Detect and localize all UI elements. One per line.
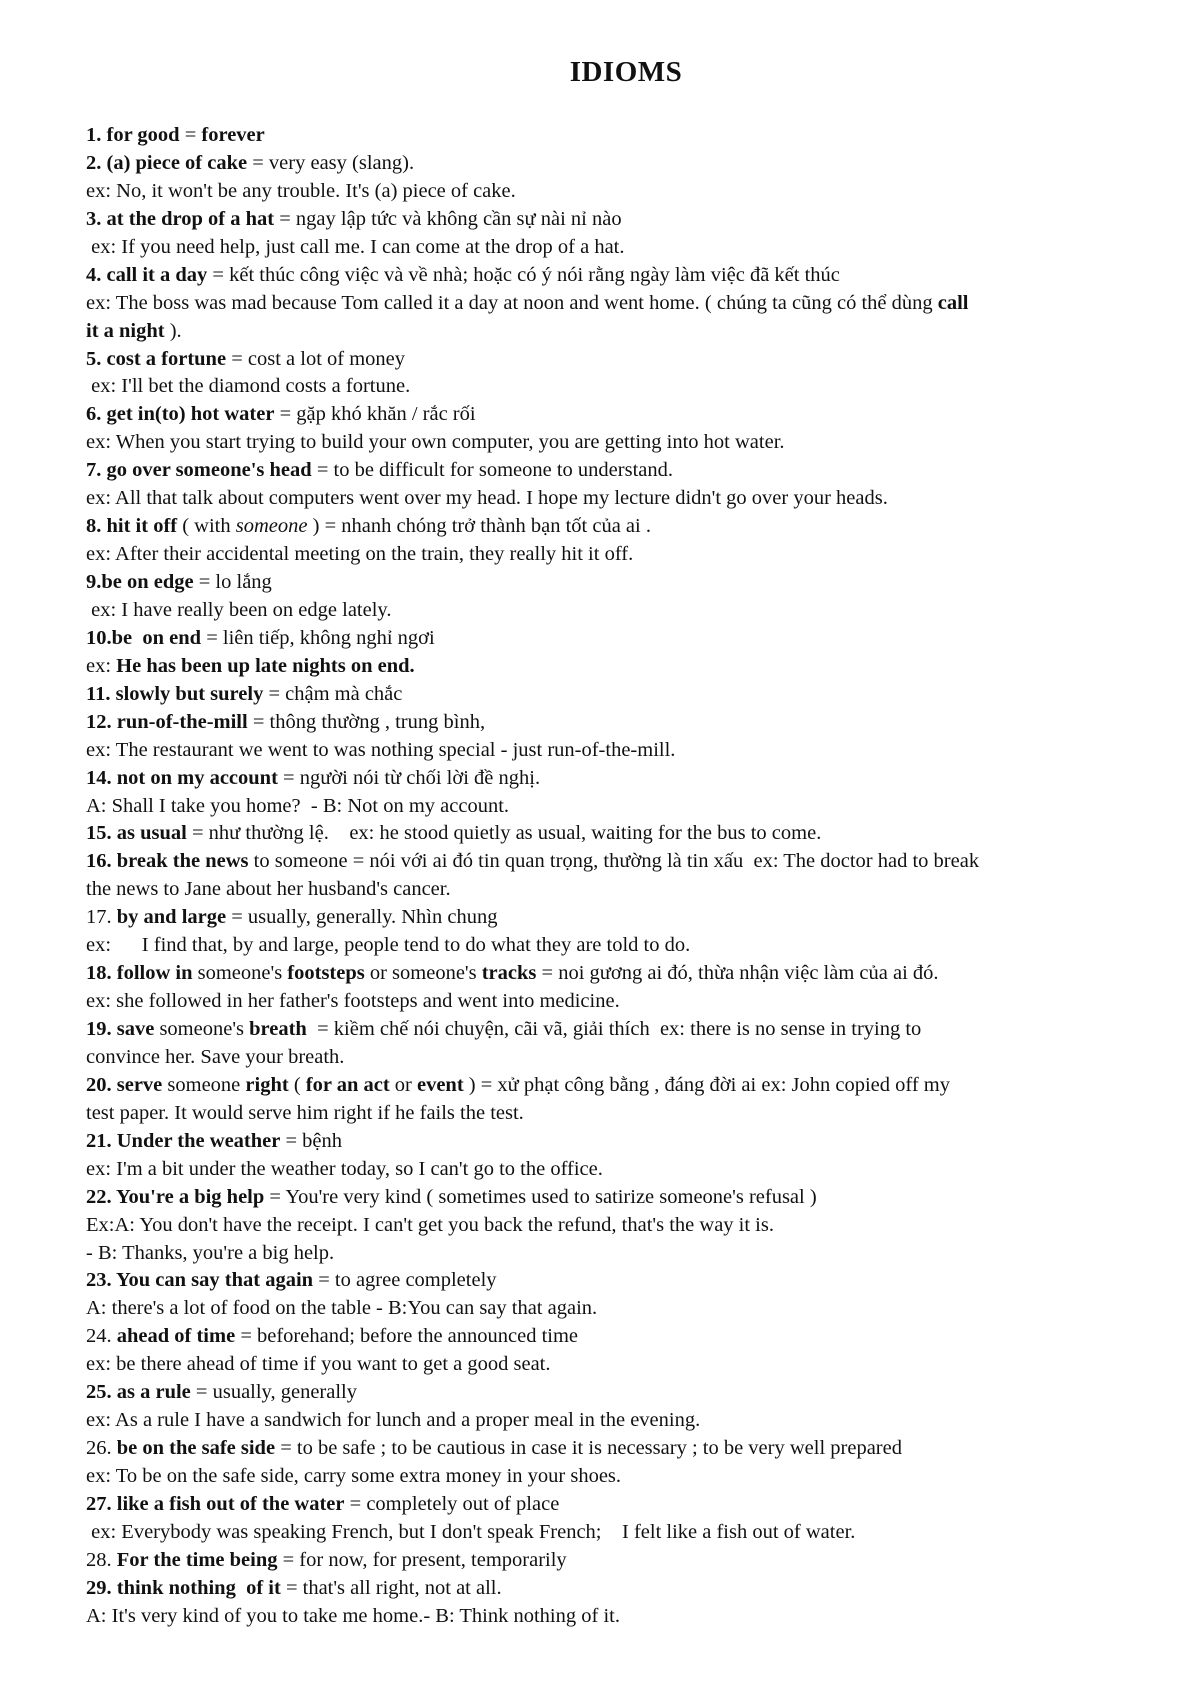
- idiom-term: right: [245, 1073, 289, 1096]
- text-line: [86, 681, 1166, 709]
- idiom-term: 7. go over someone's head: [86, 459, 312, 482]
- text-line: [86, 1240, 1166, 1268]
- text-line: [86, 234, 1166, 262]
- line-text: = completely out of place: [344, 1492, 560, 1515]
- text-line: [86, 1044, 1166, 1072]
- line-text: ( with: [177, 515, 236, 538]
- line-text: = gặp khó khăn / rắc rối: [274, 403, 476, 426]
- text-line: [86, 709, 1166, 737]
- italic-text: someone: [235, 515, 308, 538]
- idiom-term: event: [416, 1073, 464, 1096]
- line-text: ex: The boss was mad because Tom called it a day at noon and went home. ( chúng ta cũng có thể dùng: [86, 291, 938, 314]
- line-text: ex: I find that, by and large, people tend to do what they are told to do.: [86, 934, 691, 957]
- idiom-term: 18. follow in: [86, 962, 193, 985]
- line-text: Ex:A: You don't have the receipt. I can't get you back the refund, that's the way it is.: [86, 1213, 774, 1236]
- idiom-term: He has been up late nights on end.: [116, 654, 415, 677]
- text-line: [86, 457, 1166, 485]
- line-text: ex: she followed in her father's footsteps and went into medicine.: [86, 990, 620, 1013]
- idiom-list: [86, 122, 1166, 1631]
- idiom-term: footsteps: [287, 962, 365, 985]
- idiom-term: 21. Under the weather: [86, 1129, 281, 1152]
- line-text: ex: I'll bet the diamond costs a fortune.: [86, 375, 411, 398]
- idiom-term: 10.be on end: [86, 626, 202, 649]
- line-text: = that's all right, not at all.: [280, 1576, 502, 1599]
- line-text: ex: be there ahead of time if you want to get a good seat.: [86, 1353, 551, 1376]
- text-line: [86, 1463, 1166, 1491]
- idiom-term: 25. as a rule: [86, 1381, 191, 1404]
- text-line: [86, 429, 1166, 457]
- line-text: ex: I have really been on edge lately.: [86, 598, 392, 621]
- text-line: [86, 597, 1166, 625]
- text-line: [86, 1212, 1166, 1240]
- text-line: [86, 401, 1166, 429]
- text-line: [86, 318, 1166, 346]
- line-text: A: Shall I take you home? - B: Not on my account.: [86, 794, 510, 817]
- text-line: [86, 262, 1166, 290]
- page-title: IDIOMS: [569, 56, 683, 88]
- text-line: [86, 848, 1166, 876]
- line-text: = beforehand; before the announced time: [235, 1325, 579, 1348]
- text-line: [86, 737, 1166, 765]
- idiom-term: 12. run-of-the-mill: [86, 710, 248, 733]
- idiom-term: 29. think nothing of it: [86, 1576, 281, 1599]
- text-line: [86, 1351, 1166, 1379]
- text-line: [86, 373, 1166, 401]
- text-line: [86, 625, 1166, 653]
- text-line: [86, 960, 1166, 988]
- text-line: [86, 150, 1166, 178]
- line-text: someone's: [192, 962, 288, 985]
- text-line: [86, 1128, 1166, 1156]
- text-line: [86, 904, 1166, 932]
- idiom-term: 22. You're a big help: [86, 1185, 265, 1208]
- line-text: ex: Everybody was speaking French, but I don't speak French; I felt like a fish out of water.: [86, 1520, 856, 1543]
- idiom-term: For the time being: [116, 1548, 278, 1571]
- text-line: [86, 1267, 1166, 1295]
- line-text: ex: The restaurant we went to was nothing special - just run-of-the-mill.: [86, 738, 676, 761]
- text-line: [86, 1575, 1166, 1603]
- idiom-term: forever: [201, 124, 265, 146]
- idiom-term: 3. at the drop of a hat: [86, 207, 275, 230]
- line-text: ) = nhanh chóng trở thành bạn tốt của ai .: [307, 515, 651, 538]
- line-text: ex: All that talk about computers went over my head. I hope my lecture didn't go over your heads.: [86, 487, 888, 510]
- line-text: convince her. Save your breath.: [86, 1045, 345, 1068]
- text-line: [86, 793, 1166, 821]
- line-text: = liên tiếp, không nghỉ ngơi: [201, 626, 435, 649]
- line-text: = cost a lot of money: [226, 347, 406, 370]
- idiom-term: 5. cost a fortune: [86, 347, 227, 370]
- idiom-term: breath: [249, 1018, 307, 1040]
- line-text: 17.: [86, 906, 117, 929]
- text-line: [86, 290, 1166, 318]
- idiom-term: 20. serve: [86, 1073, 163, 1096]
- text-line: [86, 1156, 1166, 1184]
- line-text: 28.: [86, 1548, 117, 1571]
- line-text: = noi gương ai đó, thừa nhận việc làm của ai đó.: [536, 962, 939, 985]
- line-text: ex: As a rule I have a sandwich for lunch and a proper meal in the evening.: [86, 1409, 701, 1432]
- text-line: [86, 1407, 1166, 1435]
- idiom-term: 11. slowly but surely: [86, 682, 264, 705]
- line-text: = lo lắng: [193, 571, 272, 593]
- idiom-term: 23. You can say that again: [86, 1269, 314, 1292]
- line-text: ex: When you start trying to build your own computer, you are getting into hot water.: [86, 431, 785, 454]
- text-line: [86, 346, 1166, 374]
- line-text: = bệnh: [280, 1129, 343, 1152]
- text-line: [86, 206, 1166, 234]
- text-line: [86, 653, 1166, 681]
- line-text: A: there's a lot of food on the table - B:You can say that again.: [86, 1297, 598, 1320]
- line-text: = thông thường , trung bình,: [247, 710, 486, 733]
- idiom-term: 6. get in(to) hot water: [86, 403, 275, 426]
- text-line: [86, 541, 1166, 569]
- line-text: or someone's: [364, 962, 482, 985]
- idiom-term: by and large: [116, 906, 227, 929]
- line-text: = chậm mà chắc: [263, 682, 403, 705]
- line-text: someone: [162, 1073, 246, 1096]
- line-text: ) = xử phạt công bằng , đáng đời ai ex: John copied off my: [463, 1073, 950, 1096]
- line-text: = for now, for present, temporarily: [277, 1548, 567, 1571]
- line-text: 26.: [86, 1437, 117, 1460]
- text-line: [86, 485, 1166, 513]
- line-text: A: It's very kind of you to take me home.- B: Think nothing of it.: [86, 1604, 620, 1627]
- line-text: = như thường lệ. ex: he stood quietly as usual, waiting for the bus to come.: [186, 822, 822, 845]
- line-text: ex: If you need help, just call me. I can come at the drop of a hat.: [86, 235, 625, 258]
- idiom-term: 15. as usual: [86, 822, 187, 845]
- text-line: [86, 932, 1166, 960]
- idiom-term: call: [937, 291, 969, 314]
- text-line: [86, 1323, 1166, 1351]
- idiom-term: 14. not on my account: [86, 766, 278, 789]
- line-text: = người nói từ chối lời đề nghị.: [277, 766, 541, 789]
- line-text: - B: Thanks, you're a big help.: [86, 1241, 335, 1264]
- text-line: [86, 1016, 1166, 1044]
- idiom-term: it a night: [86, 319, 165, 342]
- line-text: ex: To be on the safe side, carry some extra money in your shoes.: [86, 1465, 622, 1487]
- text-line: [86, 178, 1166, 206]
- line-text: = kết thúc công việc và về nhà; hoặc có ý nói rằng ngày làm việc đã kết thúc: [207, 263, 840, 286]
- line-text: = You're very kind ( sometimes used to satirize someone's refusal ): [264, 1185, 817, 1208]
- line-text: ex: No, it won't be any trouble. It's (a) piece of cake.: [86, 179, 516, 202]
- idiom-term: for an act: [305, 1073, 390, 1096]
- line-text: test paper. It would serve him right if he fails the test.: [86, 1101, 524, 1124]
- text-line: [86, 1547, 1166, 1575]
- text-line: [86, 1379, 1166, 1407]
- text-line: [86, 1295, 1166, 1323]
- line-text: the news to Jane about her husband's cancer.: [86, 878, 451, 901]
- text-line: [86, 513, 1166, 541]
- idiom-term: 9.be on edge: [86, 571, 194, 593]
- text-line: [86, 1435, 1166, 1463]
- text-line: [86, 1491, 1166, 1519]
- line-text: = to be difficult for someone to understand.: [311, 459, 673, 482]
- idiom-term: 8. hit it off: [86, 515, 178, 538]
- idiom-term: 4. call it a day: [86, 263, 208, 286]
- line-text: 24.: [86, 1325, 117, 1348]
- line-text: = kiềm chế nói chuyện, cãi vã, giải thích ex: there is no sense in trying to: [306, 1018, 922, 1040]
- line-text: = to agree completely: [313, 1269, 497, 1292]
- idiom-term: tracks: [481, 962, 537, 985]
- line-text: = ngay lập tức và không cần sự nài nỉ nào: [274, 207, 622, 230]
- idiom-term: 16. break the news: [86, 850, 249, 873]
- text-line: [86, 1603, 1166, 1631]
- line-text: ex: I'm a bit under the weather today, so I can't go to the office.: [86, 1157, 603, 1180]
- idiom-term: 1. for good: [86, 124, 180, 146]
- line-text: = usually, generally. Nhìn chung: [226, 906, 498, 929]
- text-line: [86, 1519, 1166, 1547]
- text-line: [86, 820, 1166, 848]
- idiom-term: 2. (a) piece of cake: [86, 151, 248, 174]
- line-text: or: [389, 1073, 417, 1096]
- text-line: [86, 569, 1166, 597]
- text-line: [86, 876, 1166, 904]
- line-text: ex:: [86, 654, 117, 677]
- line-text: ).: [164, 319, 182, 342]
- line-text: = to be safe ; to be cautious in case it is necessary ; to be very well prepared: [275, 1437, 902, 1460]
- line-text: = very easy (slang).: [247, 151, 415, 174]
- idiom-term: be on the safe side: [116, 1437, 276, 1460]
- idiom-term: 27. like a fish out of the water: [86, 1492, 345, 1515]
- text-line: [86, 1072, 1166, 1100]
- text-line: [86, 122, 1166, 150]
- line-text: to someone = nói với ai đó tin quan trọng, thường là tin xấu ex: The doctor had to break: [248, 850, 980, 873]
- text-line: [86, 765, 1166, 793]
- text-line: [86, 1184, 1166, 1212]
- line-text: ex: After their accidental meeting on the train, they really hit it off.: [86, 543, 634, 566]
- text-line: [86, 1100, 1166, 1128]
- line-text: = usually, generally: [190, 1381, 357, 1404]
- idiom-term: ahead of time: [116, 1325, 236, 1348]
- idiom-term: 19. save: [86, 1018, 155, 1040]
- line-text: (: [288, 1073, 306, 1096]
- line-text: someone's: [154, 1018, 250, 1040]
- text-line: [86, 988, 1166, 1016]
- line-text: =: [179, 124, 202, 146]
